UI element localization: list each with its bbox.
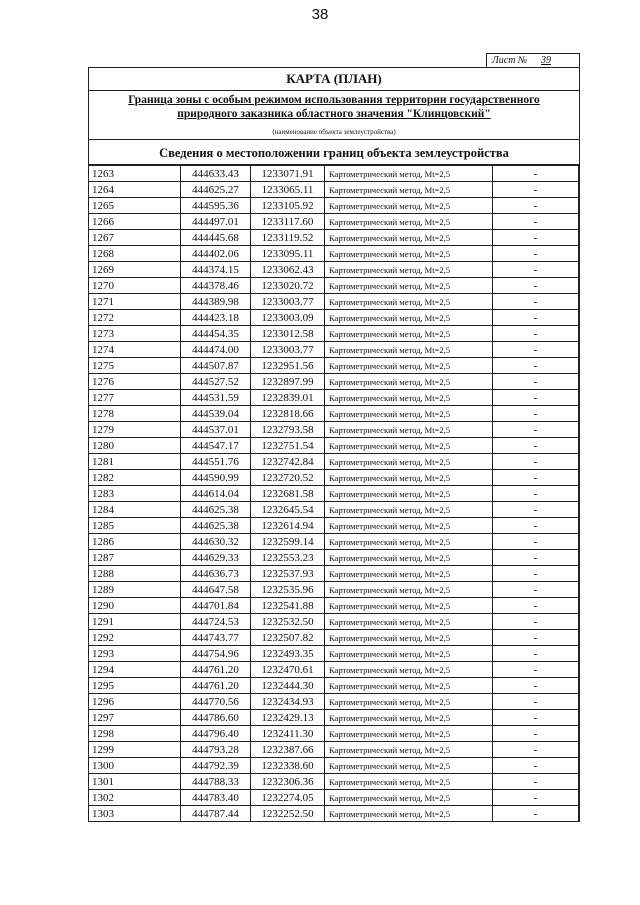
subtitle-line-1: Граница зоны с особым режимом использования территории государственного bbox=[128, 94, 540, 106]
method-cell: Картометрический метод, Mt=2,5 bbox=[325, 246, 493, 262]
description-cell: - bbox=[493, 230, 579, 246]
method-cell: Картометрический метод, Mt=2,5 bbox=[325, 550, 493, 566]
table-row bbox=[89, 278, 579, 294]
table-row bbox=[89, 598, 579, 614]
method-cell: Картометрический метод, Mt=2,5 bbox=[325, 374, 493, 390]
description-cell: - bbox=[493, 598, 579, 614]
coordinates-table bbox=[88, 165, 579, 822]
table-row bbox=[89, 774, 579, 790]
point-number-cell: 1296 bbox=[89, 694, 181, 710]
method-cell: Картометрический метод, Mt=2,5 bbox=[325, 214, 493, 230]
y-coordinate-cell: 1232338.60 bbox=[251, 758, 325, 774]
table-row bbox=[89, 582, 579, 598]
y-coordinate-cell: 1232742.84 bbox=[251, 454, 325, 470]
x-coordinate-cell: 444537.01 bbox=[181, 422, 251, 438]
y-coordinate-cell: 1233003.09 bbox=[251, 310, 325, 326]
method-cell: Картометрический метод, Mt=2,5 bbox=[325, 262, 493, 278]
x-coordinate-cell: 444761.20 bbox=[181, 678, 251, 694]
point-number-cell: 1275 bbox=[89, 358, 181, 374]
y-coordinate-cell: 1232532.50 bbox=[251, 614, 325, 630]
y-coordinate-cell: 1232274.05 bbox=[251, 790, 325, 806]
method-cell: Картометрический метод, Mt=2,5 bbox=[325, 470, 493, 486]
table-row bbox=[89, 198, 579, 214]
point-number-cell: 1272 bbox=[89, 310, 181, 326]
method-cell: Картометрический метод, Mt=2,5 bbox=[325, 694, 493, 710]
y-coordinate-cell: 1232553.23 bbox=[251, 550, 325, 566]
description-cell: - bbox=[493, 726, 579, 742]
x-coordinate-cell: 444792.39 bbox=[181, 758, 251, 774]
point-number-cell: 1298 bbox=[89, 726, 181, 742]
document-frame bbox=[88, 67, 580, 822]
table-row bbox=[89, 646, 579, 662]
table-row bbox=[89, 246, 579, 262]
table-row bbox=[89, 662, 579, 678]
y-coordinate-cell: 1232306.36 bbox=[251, 774, 325, 790]
description-cell: - bbox=[493, 566, 579, 582]
table-row bbox=[89, 742, 579, 758]
table-row bbox=[89, 566, 579, 582]
method-cell: Картометрический метод, Mt=2,5 bbox=[325, 230, 493, 246]
description-cell: - bbox=[493, 390, 579, 406]
x-coordinate-cell: 444796.40 bbox=[181, 726, 251, 742]
table-row bbox=[89, 630, 579, 646]
y-coordinate-cell: 1232951.56 bbox=[251, 358, 325, 374]
point-number-cell: 1297 bbox=[89, 710, 181, 726]
x-coordinate-cell: 444770.56 bbox=[181, 694, 251, 710]
table-row bbox=[89, 310, 579, 326]
description-cell: - bbox=[493, 278, 579, 294]
x-coordinate-cell: 444445.68 bbox=[181, 230, 251, 246]
x-coordinate-cell: 444754.96 bbox=[181, 646, 251, 662]
description-cell: - bbox=[493, 358, 579, 374]
x-coordinate-cell: 444531.59 bbox=[181, 390, 251, 406]
point-number-cell: 1301 bbox=[89, 774, 181, 790]
method-cell: Картометрический метод, Mt=2,5 bbox=[325, 678, 493, 694]
x-coordinate-cell: 444590.99 bbox=[181, 470, 251, 486]
point-number-cell: 1278 bbox=[89, 406, 181, 422]
point-number-cell: 1264 bbox=[89, 182, 181, 198]
point-number-cell: 1284 bbox=[89, 502, 181, 518]
x-coordinate-cell: 444701.84 bbox=[181, 598, 251, 614]
coordinates-table-body bbox=[89, 166, 579, 822]
description-cell: - bbox=[493, 470, 579, 486]
description-cell: - bbox=[493, 550, 579, 566]
y-coordinate-cell: 1232493.35 bbox=[251, 646, 325, 662]
method-cell: Картометрический метод, Mt=2,5 bbox=[325, 646, 493, 662]
method-cell: Картометрический метод, Mt=2,5 bbox=[325, 630, 493, 646]
x-coordinate-cell: 444507.87 bbox=[181, 358, 251, 374]
x-coordinate-cell: 444539.04 bbox=[181, 406, 251, 422]
document-subtitle bbox=[89, 91, 579, 127]
subtitle-line-2: природного заказника областного значения "Клинцовский" bbox=[177, 108, 491, 120]
table-row bbox=[89, 326, 579, 342]
document-title: КАРТА (ПЛАН) bbox=[89, 68, 579, 91]
description-cell: - bbox=[493, 502, 579, 518]
section-heading: Сведения о местоположении границ объекта землеустройства bbox=[89, 140, 579, 165]
method-cell: Картометрический метод, Mt=2,5 bbox=[325, 358, 493, 374]
x-coordinate-cell: 444793.28 bbox=[181, 742, 251, 758]
method-cell: Картометрический метод, Mt=2,5 bbox=[325, 598, 493, 614]
table-row bbox=[89, 614, 579, 630]
method-cell: Картометрический метод, Mt=2,5 bbox=[325, 758, 493, 774]
y-coordinate-cell: 1232818.66 bbox=[251, 406, 325, 422]
table-row bbox=[89, 678, 579, 694]
description-cell: - bbox=[493, 406, 579, 422]
description-cell: - bbox=[493, 694, 579, 710]
x-coordinate-cell: 444786.60 bbox=[181, 710, 251, 726]
x-coordinate-cell: 444551.76 bbox=[181, 454, 251, 470]
point-number-cell: 1290 bbox=[89, 598, 181, 614]
method-cell: Картометрический метод, Mt=2,5 bbox=[325, 310, 493, 326]
x-coordinate-cell: 444630.32 bbox=[181, 534, 251, 550]
description-cell: - bbox=[493, 486, 579, 502]
x-coordinate-cell: 444527.52 bbox=[181, 374, 251, 390]
page-number: 38 bbox=[311, 6, 329, 23]
method-cell: Картометрический метод, Mt=2,5 bbox=[325, 518, 493, 534]
table-row bbox=[89, 390, 579, 406]
point-number-cell: 1269 bbox=[89, 262, 181, 278]
table-row bbox=[89, 790, 579, 806]
description-cell: - bbox=[493, 806, 579, 822]
y-coordinate-cell: 1232793.58 bbox=[251, 422, 325, 438]
method-cell: Картометрический метод, Mt=2,5 bbox=[325, 422, 493, 438]
table-row bbox=[89, 230, 579, 246]
description-cell: - bbox=[493, 774, 579, 790]
y-coordinate-cell: 1232681.58 bbox=[251, 486, 325, 502]
method-cell: Картометрический метод, Mt=2,5 bbox=[325, 662, 493, 678]
table-row bbox=[89, 486, 579, 502]
table-row bbox=[89, 422, 579, 438]
method-cell: Картометрический метод, Mt=2,5 bbox=[325, 774, 493, 790]
table-row bbox=[89, 374, 579, 390]
description-cell: - bbox=[493, 454, 579, 470]
table-row bbox=[89, 214, 579, 230]
table-row bbox=[89, 534, 579, 550]
point-number-cell: 1299 bbox=[89, 742, 181, 758]
y-coordinate-cell: 1233071.91 bbox=[251, 166, 325, 182]
point-number-cell: 1266 bbox=[89, 214, 181, 230]
point-number-cell: 1300 bbox=[89, 758, 181, 774]
y-coordinate-cell: 1232429.13 bbox=[251, 710, 325, 726]
method-cell: Картометрический метод, Mt=2,5 bbox=[325, 438, 493, 454]
point-number-cell: 1265 bbox=[89, 198, 181, 214]
x-coordinate-cell: 444625.27 bbox=[181, 182, 251, 198]
x-coordinate-cell: 444595.36 bbox=[181, 198, 251, 214]
x-coordinate-cell: 444647.58 bbox=[181, 582, 251, 598]
description-cell: - bbox=[493, 710, 579, 726]
table-row bbox=[89, 758, 579, 774]
table-row bbox=[89, 518, 579, 534]
point-number-cell: 1288 bbox=[89, 566, 181, 582]
y-coordinate-cell: 1233117.60 bbox=[251, 214, 325, 230]
x-coordinate-cell: 444787.44 bbox=[181, 806, 251, 822]
table-row bbox=[89, 166, 579, 182]
x-coordinate-cell: 444389.98 bbox=[181, 294, 251, 310]
point-number-cell: 1277 bbox=[89, 390, 181, 406]
description-cell: - bbox=[493, 326, 579, 342]
description-cell: - bbox=[493, 630, 579, 646]
method-cell: Картометрический метод, Mt=2,5 bbox=[325, 726, 493, 742]
x-coordinate-cell: 444788.33 bbox=[181, 774, 251, 790]
description-cell: - bbox=[493, 342, 579, 358]
method-cell: Картометрический метод, Mt=2,5 bbox=[325, 566, 493, 582]
x-coordinate-cell: 444474.00 bbox=[181, 342, 251, 358]
table-row bbox=[89, 182, 579, 198]
x-coordinate-cell: 444614.04 bbox=[181, 486, 251, 502]
x-coordinate-cell: 444783.40 bbox=[181, 790, 251, 806]
method-cell: Картометрический метод, Mt=2,5 bbox=[325, 198, 493, 214]
point-number-cell: 1267 bbox=[89, 230, 181, 246]
description-cell: - bbox=[493, 646, 579, 662]
x-coordinate-cell: 444724.53 bbox=[181, 614, 251, 630]
point-number-cell: 1286 bbox=[89, 534, 181, 550]
y-coordinate-cell: 1232541.88 bbox=[251, 598, 325, 614]
x-coordinate-cell: 444629.33 bbox=[181, 550, 251, 566]
y-coordinate-cell: 1232599.14 bbox=[251, 534, 325, 550]
x-coordinate-cell: 444547.17 bbox=[181, 438, 251, 454]
x-coordinate-cell: 444636.73 bbox=[181, 566, 251, 582]
x-coordinate-cell: 444374.15 bbox=[181, 262, 251, 278]
y-coordinate-cell: 1232252.50 bbox=[251, 806, 325, 822]
description-cell: - bbox=[493, 214, 579, 230]
table-row bbox=[89, 438, 579, 454]
table-row bbox=[89, 726, 579, 742]
description-cell: - bbox=[493, 662, 579, 678]
y-coordinate-cell: 1232897.99 bbox=[251, 374, 325, 390]
method-cell: Картометрический метод, Mt=2,5 bbox=[325, 390, 493, 406]
description-cell: - bbox=[493, 294, 579, 310]
table-row bbox=[89, 694, 579, 710]
x-coordinate-cell: 444633.43 bbox=[181, 166, 251, 182]
y-coordinate-cell: 1232411.30 bbox=[251, 726, 325, 742]
method-cell: Картометрический метод, Mt=2,5 bbox=[325, 406, 493, 422]
point-number-cell: 1270 bbox=[89, 278, 181, 294]
y-coordinate-cell: 1233020.72 bbox=[251, 278, 325, 294]
y-coordinate-cell: 1233065.11 bbox=[251, 182, 325, 198]
point-number-cell: 1280 bbox=[89, 438, 181, 454]
y-coordinate-cell: 1233062.43 bbox=[251, 262, 325, 278]
sheet-number-box bbox=[486, 53, 580, 68]
point-number-cell: 1276 bbox=[89, 374, 181, 390]
table-row bbox=[89, 406, 579, 422]
point-number-cell: 1273 bbox=[89, 326, 181, 342]
sheet-number: 39 bbox=[541, 55, 551, 66]
method-cell: Картометрический метод, Mt=2,5 bbox=[325, 294, 493, 310]
y-coordinate-cell: 1232444.30 bbox=[251, 678, 325, 694]
y-coordinate-cell: 1233095.11 bbox=[251, 246, 325, 262]
y-coordinate-cell: 1232720.52 bbox=[251, 470, 325, 486]
x-coordinate-cell: 444423.18 bbox=[181, 310, 251, 326]
point-number-cell: 1281 bbox=[89, 454, 181, 470]
point-number-cell: 1279 bbox=[89, 422, 181, 438]
table-row bbox=[89, 294, 579, 310]
table-row bbox=[89, 550, 579, 566]
x-coordinate-cell: 444454.35 bbox=[181, 326, 251, 342]
description-cell: - bbox=[493, 262, 579, 278]
x-coordinate-cell: 444761.20 bbox=[181, 662, 251, 678]
description-cell: - bbox=[493, 182, 579, 198]
x-coordinate-cell: 444497.01 bbox=[181, 214, 251, 230]
point-number-cell: 1282 bbox=[89, 470, 181, 486]
point-number-cell: 1291 bbox=[89, 614, 181, 630]
point-number-cell: 1293 bbox=[89, 646, 181, 662]
y-coordinate-cell: 1233012.58 bbox=[251, 326, 325, 342]
description-cell: - bbox=[493, 582, 579, 598]
y-coordinate-cell: 1233119.52 bbox=[251, 230, 325, 246]
method-cell: Картометрический метод, Mt=2,5 bbox=[325, 790, 493, 806]
description-cell: - bbox=[493, 246, 579, 262]
description-cell: - bbox=[493, 374, 579, 390]
y-coordinate-cell: 1232537.93 bbox=[251, 566, 325, 582]
method-cell: Картометрический метод, Mt=2,5 bbox=[325, 710, 493, 726]
table-row bbox=[89, 358, 579, 374]
x-coordinate-cell: 444625.38 bbox=[181, 502, 251, 518]
description-cell: - bbox=[493, 310, 579, 326]
y-coordinate-cell: 1232434.93 bbox=[251, 694, 325, 710]
y-coordinate-cell: 1232535.96 bbox=[251, 582, 325, 598]
method-cell: Картометрический метод, Mt=2,5 bbox=[325, 742, 493, 758]
method-cell: Картометрический метод, Mt=2,5 bbox=[325, 582, 493, 598]
description-cell: - bbox=[493, 742, 579, 758]
y-coordinate-cell: 1233105.92 bbox=[251, 198, 325, 214]
point-number-cell: 1285 bbox=[89, 518, 181, 534]
x-coordinate-cell: 444743.77 bbox=[181, 630, 251, 646]
point-number-cell: 1268 bbox=[89, 246, 181, 262]
y-coordinate-cell: 1232387.66 bbox=[251, 742, 325, 758]
table-row bbox=[89, 710, 579, 726]
description-cell: - bbox=[493, 678, 579, 694]
y-coordinate-cell: 1233003.77 bbox=[251, 294, 325, 310]
method-cell: Картометрический метод, Mt=2,5 bbox=[325, 166, 493, 182]
description-cell: - bbox=[493, 518, 579, 534]
method-cell: Картометрический метод, Mt=2,5 bbox=[325, 502, 493, 518]
table-row bbox=[89, 470, 579, 486]
point-number-cell: 1302 bbox=[89, 790, 181, 806]
description-cell: - bbox=[493, 198, 579, 214]
x-coordinate-cell: 444378.46 bbox=[181, 278, 251, 294]
description-cell: - bbox=[493, 534, 579, 550]
y-coordinate-cell: 1232645.54 bbox=[251, 502, 325, 518]
y-coordinate-cell: 1232507.82 bbox=[251, 630, 325, 646]
sheet-label: Лист № bbox=[492, 55, 528, 66]
x-coordinate-cell: 444625.38 bbox=[181, 518, 251, 534]
point-number-cell: 1287 bbox=[89, 550, 181, 566]
point-number-cell: 1295 bbox=[89, 678, 181, 694]
y-coordinate-cell: 1232614.94 bbox=[251, 518, 325, 534]
description-cell: - bbox=[493, 790, 579, 806]
method-cell: Картометрический метод, Mt=2,5 bbox=[325, 278, 493, 294]
point-number-cell: 1292 bbox=[89, 630, 181, 646]
table-row bbox=[89, 806, 579, 822]
method-cell: Картометрический метод, Mt=2,5 bbox=[325, 326, 493, 342]
point-number-cell: 1289 bbox=[89, 582, 181, 598]
table-row bbox=[89, 342, 579, 358]
object-name-caption: (наименование объекта землеустройства) bbox=[89, 127, 579, 140]
y-coordinate-cell: 1232751.54 bbox=[251, 438, 325, 454]
point-number-cell: 1303 bbox=[89, 806, 181, 822]
description-cell: - bbox=[493, 438, 579, 454]
description-cell: - bbox=[493, 422, 579, 438]
method-cell: Картометрический метод, Mt=2,5 bbox=[325, 486, 493, 502]
method-cell: Картометрический метод, Mt=2,5 bbox=[325, 182, 493, 198]
point-number-cell: 1283 bbox=[89, 486, 181, 502]
point-number-cell: 1274 bbox=[89, 342, 181, 358]
description-cell: - bbox=[493, 614, 579, 630]
point-number-cell: 1271 bbox=[89, 294, 181, 310]
method-cell: Картометрический метод, Mt=2,5 bbox=[325, 454, 493, 470]
point-number-cell: 1263 bbox=[89, 166, 181, 182]
method-cell: Картометрический метод, Mt=2,5 bbox=[325, 342, 493, 358]
table-row bbox=[89, 502, 579, 518]
x-coordinate-cell: 444402.06 bbox=[181, 246, 251, 262]
y-coordinate-cell: 1232470.61 bbox=[251, 662, 325, 678]
point-number-cell: 1294 bbox=[89, 662, 181, 678]
y-coordinate-cell: 1232839.01 bbox=[251, 390, 325, 406]
table-row bbox=[89, 454, 579, 470]
table-row bbox=[89, 262, 579, 278]
method-cell: Картометрический метод, Mt=2,5 bbox=[325, 614, 493, 630]
description-cell: - bbox=[493, 758, 579, 774]
method-cell: Картометрический метод, Mt=2,5 bbox=[325, 534, 493, 550]
description-cell: - bbox=[493, 166, 579, 182]
method-cell: Картометрический метод, Mt=2,5 bbox=[325, 806, 493, 822]
y-coordinate-cell: 1233003.77 bbox=[251, 342, 325, 358]
